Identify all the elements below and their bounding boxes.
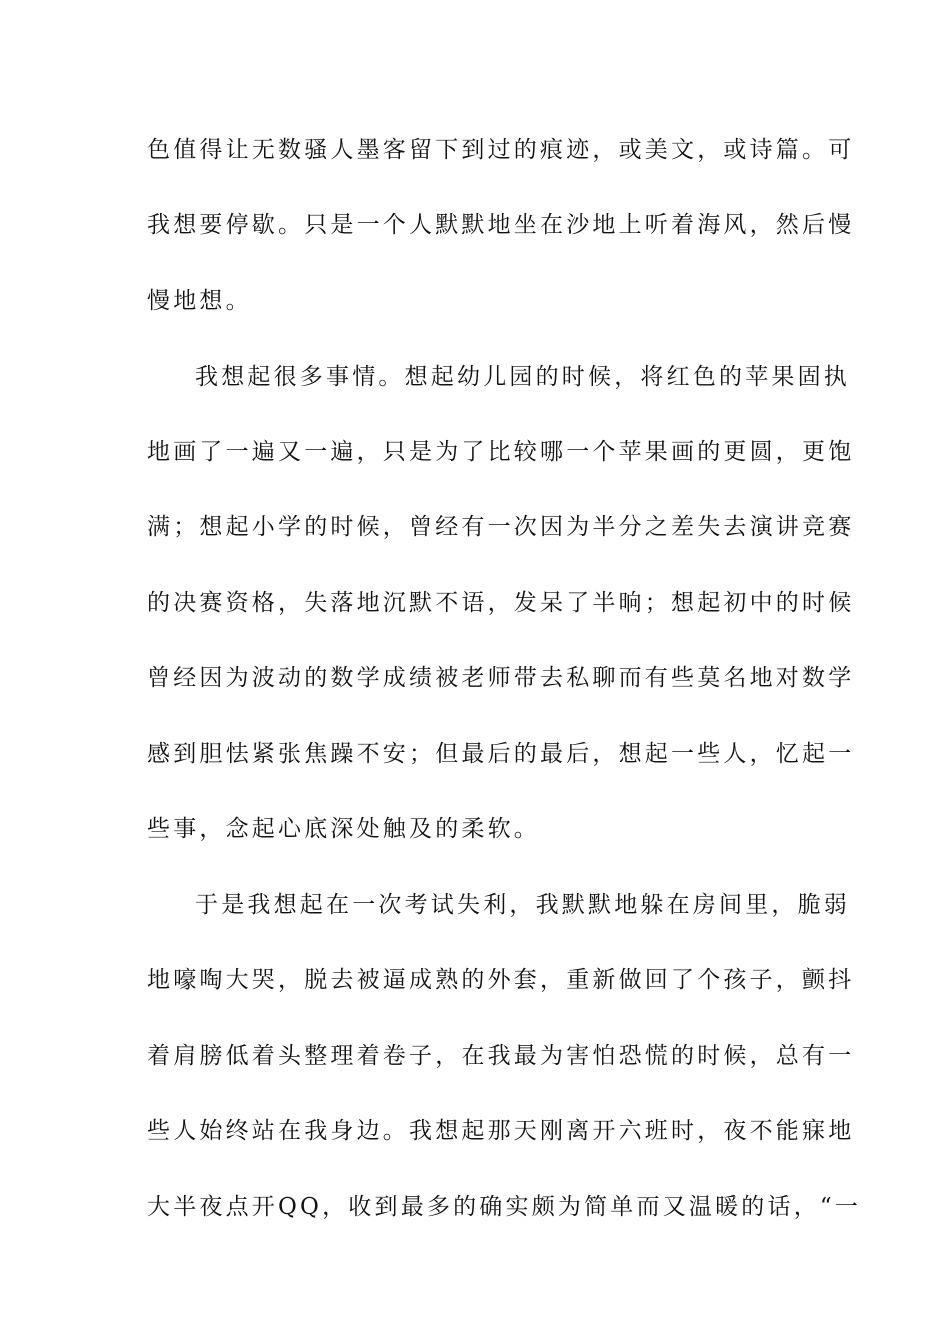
text-line-4: 我想起很多事情。想起幼儿园的时候，将红色的苹果固执 (195, 364, 850, 390)
text-line-1: 色值得让无数骚人墨客留下到过的痕迹，或美文，或诗篇。可 (147, 137, 855, 163)
text-line-5: 地画了一遍又一遍，只是为了比较哪一个苹果画的更圆，更饱 (147, 439, 855, 465)
text-line-2: 我想要停歇。只是一个人默默地坐在沙地上听着海风，然后慢 (147, 212, 855, 238)
text-line-12: 地嚎啕大哭，脱去被逼成熟的外套，重新做回了个孩子，颤抖 (147, 967, 855, 993)
text-line-14: 些人始终站在我身边。我想起那天刚离开六班时，夜不能寐地 (147, 1118, 855, 1144)
text-line-13: 着肩膀低着头整理着卷子，在我最为害怕恐慌的时候，总有一 (147, 1043, 855, 1069)
text-line-6: 满；想起小学的时候，曾经有一次因为半分之差失去演讲竞赛 (147, 514, 855, 540)
text-line-11: 于是我想起在一次考试失利，我默默地躲在房间里，脆弱 (195, 892, 850, 918)
text-line-8: 曾经因为波动的数学成绩被老师带去私聊而有些莫名地对数学 (147, 665, 855, 691)
text-line-3: 慢地想。 (147, 288, 252, 314)
text-line-7: 的决赛资格，失落地沉默不语，发呆了半晌；想起初中的时候 (147, 590, 855, 616)
text-line-10: 些事，念起心底深处触及的柔软。 (147, 816, 540, 842)
text-line-9: 感到胆怯紧张焦躁不安；但最后的最后，想起一些人，忆起一 (147, 741, 855, 767)
text-line-15: 大半夜点开QQ，收到最多的确实颇为简单而又温暖的话，“一 (147, 1194, 862, 1220)
